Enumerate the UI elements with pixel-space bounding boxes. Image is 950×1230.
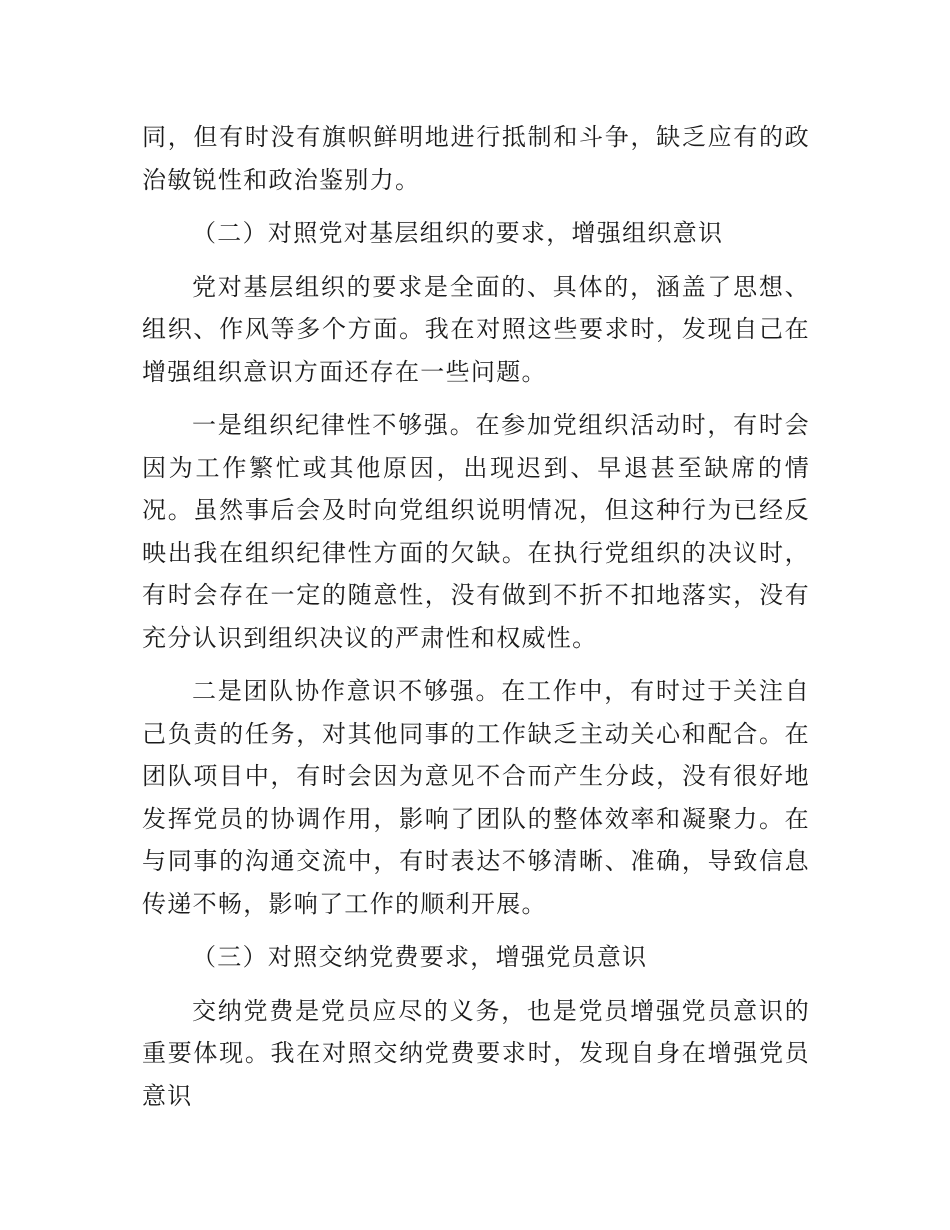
section-heading-2: （二）对照党对基层组织的要求，增强组织意识 [192,219,724,247]
paragraph-discipline: 一是组织纪律性不够强。在参加党组织活动时，有时会因为工作繁忙或其他原因，出现迟到、早退甚至缺席的情况。虽然事后会及时向党组织说明情况，但这种行为已经反映出我在组织纪律性方面的欠缺。在执行党组织的决议时，有时会存在一定的随意性，没有做到不折不扣地落实，没有充分认识到组织决议的严肃性和权威性。 [142,411,810,652]
paragraph-teamwork: 二是团队协作意识不够强。在工作中，有时过于关注自己负责的任务，对其他同事的工作缺乏主动关心和配合。在团队项目中，有时会因为意见不合而产生分歧，没有很好地发挥党员的协调作用，影响了团队的整体效率和凝聚力。在与同事的沟通交流中，有时表达不够清晰、准确，导致信息传递不畅，影响了工作的顺利开展。 [142,677,810,918]
section-heading-3: （三）对照交纳党费要求，增强党员意识 [192,943,648,971]
paragraph-party-dues: 交纳党费是党员应尽的义务，也是党员增强党员意识的重要体现。我在对照交纳党费要求时，发现自身在增强党员意识 [142,996,810,1110]
paragraph-continuation: 同，但有时没有旗帜鲜明地进行抵制和斗争，缺乏应有的政治敏锐性和政治鉴别力。 [142,123,810,194]
paragraph-org-requirements: 党对基层组织的要求是全面的、具体的，涵盖了思想、组织、作风等多个方面。我在对照这些要求时，发现自己在增强组织意识方面还存在一些问题。 [142,272,810,386]
document-page [142,116,810,1128]
